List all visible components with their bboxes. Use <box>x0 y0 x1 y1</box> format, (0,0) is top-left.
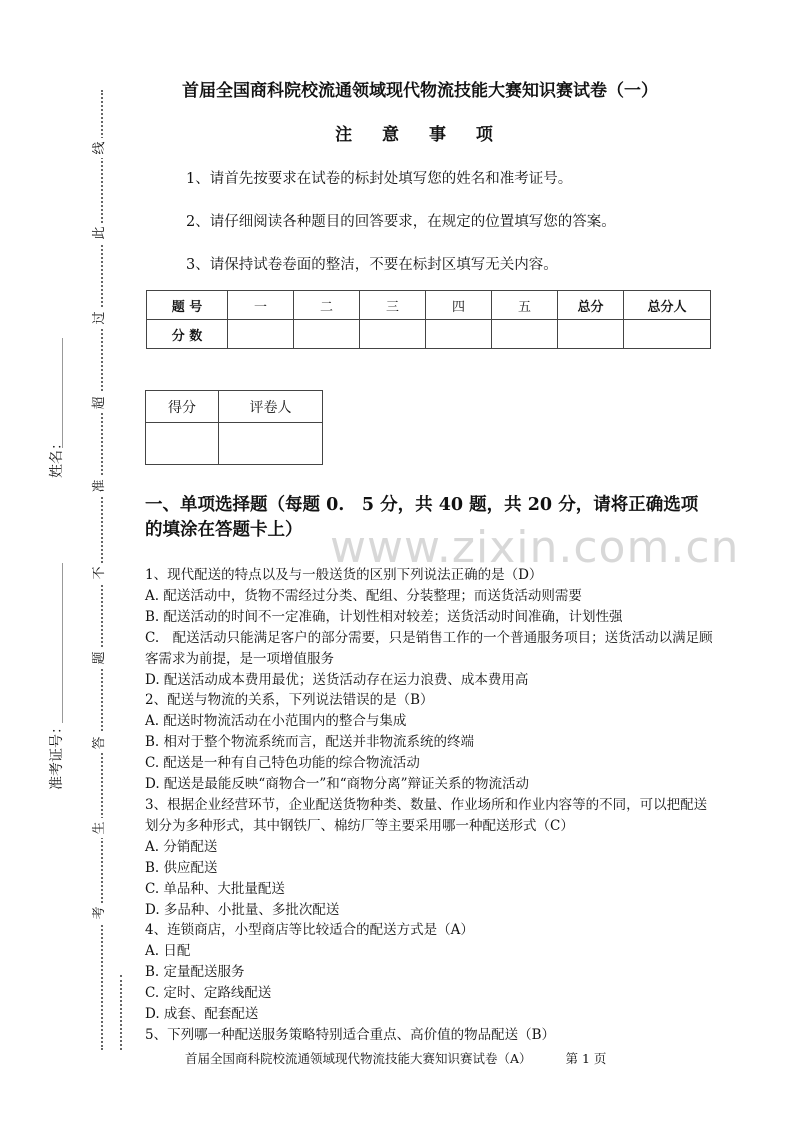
question-stem: 4、连锁商店，小型商店等比较适合的配送方式是（A） <box>145 922 474 939</box>
score-cell[interactable] <box>492 320 558 349</box>
name-label: 姓名： <box>49 436 65 478</box>
seal-char: 不 <box>92 563 108 583</box>
question-option: B. 供应配送 <box>145 859 218 876</box>
score-cell[interactable] <box>228 320 294 349</box>
question-list <box>145 565 715 1046</box>
name-field[interactable] <box>62 338 63 448</box>
score-cell[interactable] <box>624 320 711 349</box>
score-cell[interactable] <box>426 320 492 349</box>
exam-title: 首届全国商科院校流通领域现代物流技能大赛知识赛试卷（一） <box>182 81 658 101</box>
score-table-score-row <box>147 320 711 349</box>
question-stem: 2、配送与物流的关系，下列说法错误的是（B） <box>145 692 434 709</box>
question-option: B. 配送活动的时间不一定准确，计划性相对较差；送货活动时间准确，计划性强 <box>145 608 623 625</box>
score-table <box>146 290 711 349</box>
exam-id-field[interactable] <box>62 563 63 723</box>
question-option: C. 定时、定路线配送 <box>145 985 272 1002</box>
question-option: A. 分销配送 <box>145 838 218 855</box>
score-table-header-cell: 总分人 <box>624 291 711 320</box>
question-stem: 5、下列哪一种配送服务策略特别适合重点、高价值的物品配送（B） <box>145 1026 556 1043</box>
question-option: D. 成套、配套配送 <box>145 1006 259 1023</box>
question-option: B. 定量配送服务 <box>145 964 245 981</box>
notice-title: 注 意 事 项 <box>335 125 505 145</box>
score-cell[interactable] <box>294 320 360 349</box>
notice-item: 3、请保持试卷卷面的整洁，不要在标封区填写无关内容。 <box>186 257 558 273</box>
score-table-header-cell: 三 <box>360 291 426 320</box>
question-option: A. 配送活动中，货物不需经过分类、配组、分装整理；而送货活动则需要 <box>145 587 582 604</box>
seal-dotted-line-inner <box>120 975 122 1050</box>
score-cell[interactable] <box>360 320 426 349</box>
exam-id-label: 准考证号： <box>49 720 65 790</box>
question-option: A. 日配 <box>145 943 191 960</box>
section-heading-line: 一、单项选择题（每题 0. 5 分，共 40 题，共 20 分，请将正确选项 <box>145 495 699 515</box>
seal-char: 答 <box>92 733 108 753</box>
question-option: C. 配送活动只能满足客户的部分需要，只是销售工作的一个普通服务项目；送货活动以满足顾客需求为前提，是一项增值服务 <box>145 629 713 667</box>
question-option: A. 配送时物流活动在小范围内的整合与集成 <box>145 713 407 730</box>
seal-char: 考 <box>92 903 108 923</box>
score-row-label: 分 数 <box>147 320 228 349</box>
grader-score-header: 得分 <box>146 391 219 423</box>
question-stem: 1、现代配送的特点以及与一般送货的区别下列说法正确的是（D） <box>145 567 543 583</box>
grader-name-cell[interactable] <box>219 423 323 465</box>
question-stem: 3、根据企业经营环节，企业配送货物种类、数量、作业场所和作业内容等的不同，可以把配送划分为多种形式，其中钢铁厂、棉纺厂等主要采用哪一种配送形式（C） <box>145 796 708 834</box>
score-table-header-cell: 一 <box>228 291 294 320</box>
grader-table <box>145 390 323 465</box>
seal-char: 准 <box>92 476 108 496</box>
score-table-header-cell: 题 号 <box>147 291 228 320</box>
score-table-header-cell: 四 <box>426 291 492 320</box>
score-table-header-cell: 总分 <box>558 291 624 320</box>
seal-char: 线 <box>92 138 108 158</box>
notice-item: 1、请首先按要求在试卷的标封处填写您的姓名和准考证号。 <box>186 171 573 187</box>
grader-score-cell[interactable] <box>146 423 219 465</box>
question-option: D. 配送活动成本费用最优；送货活动存在运力浪费、成本费用高 <box>145 671 529 688</box>
seal-char: 此 <box>92 223 108 243</box>
score-cell[interactable] <box>558 320 624 349</box>
score-table-header-row <box>147 291 711 320</box>
notice-item: 2、请仔细阅读各种题目的回答要求，在规定的位置填写您的答案。 <box>186 214 616 230</box>
section-heading-line: 的填涂在答题卡上） <box>145 520 303 540</box>
question-option: B. 相对于整个物流系统而言，配送并非物流系统的终端 <box>145 734 475 751</box>
footer-title: 首届全国商科院校流通领域现代物流技能大赛知识赛试卷（A） <box>185 1051 532 1066</box>
seal-char: 题 <box>92 648 108 668</box>
watermark: www.zixin.com.cn <box>330 522 740 573</box>
question-option: C. 配送是一种有自己特色功能的综合物流活动 <box>145 755 420 772</box>
page-footer <box>185 1049 606 1067</box>
page-number: 第 1 页 <box>565 1051 607 1066</box>
score-table-header-cell: 五 <box>492 291 558 320</box>
question-option: D. 配送是最能反映“商物合一”和“商物分离”辩证关系的物流活动 <box>145 776 530 793</box>
question-option: C. 单品种、大批量配送 <box>145 880 285 897</box>
seal-char: 生 <box>92 818 108 838</box>
seal-char: 超 <box>92 393 108 413</box>
question-option: D. 多品种、小批量、多批次配送 <box>145 901 340 918</box>
grader-name-header: 评卷人 <box>219 391 323 423</box>
seal-char: 过 <box>92 308 108 328</box>
score-table-header-cell: 二 <box>294 291 360 320</box>
